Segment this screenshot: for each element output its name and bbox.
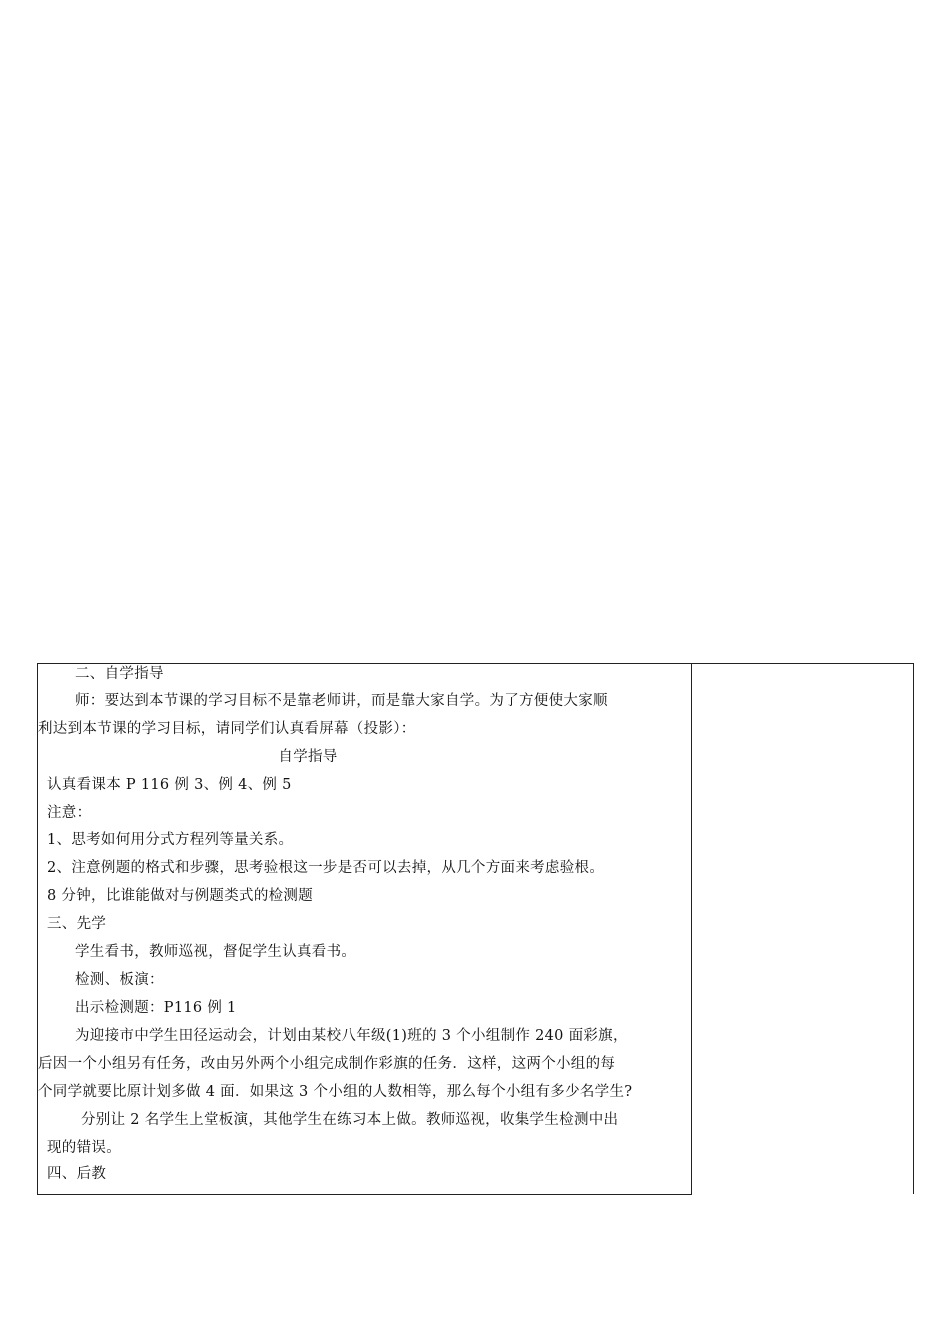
problem-text-line-2: 后因一个小组另有任务，改由另外两个小组完成制作彩旗的任务．这样，这两个小组的每 (38, 1056, 616, 1072)
attention-label: 注意： (47, 805, 92, 821)
notes-cell (692, 664, 914, 1194)
section-heading-post-teaching: 四、后教 (47, 1166, 107, 1182)
board-practice-line-1: 分别让 2 名学生上堂板演，其他学生在练习本上做。教师巡视，收集学生检测中出 (81, 1112, 619, 1128)
guide-title: 自学指导 (278, 749, 338, 765)
reading-assignment: 认真看课本 P 116 例 3、例 4、例 5 (47, 777, 292, 793)
problem-text-line-1: 为迎接市中学生田径运动会，计划由某校八年级(1)班的 3 个小组制作 240 面彩旗， (75, 1028, 628, 1044)
test-problem-label: 出示检测题：P116 例 1 (75, 1000, 237, 1016)
lesson-table (37, 663, 914, 1195)
section-heading-self-study-guide: 二、自学指导 (75, 666, 164, 682)
test-board-label: 检测、板演： (75, 972, 164, 988)
attention-point-2: 2、注意例题的格式和步骤，思考验根这一步是否可以去掉，从几个方面来考虑验根。 (47, 860, 605, 876)
lesson-content-cell (38, 664, 692, 1195)
teacher-intro-line-2: 利达到本节课的学习目标，请同学们认真看屏幕（投影）： (38, 721, 416, 737)
board-practice-line-2: 现的错误。 (47, 1140, 121, 1156)
student-reading-line: 学生看书，教师巡视，督促学生认真看书。 (75, 944, 357, 960)
section-heading-pre-study: 三、先学 (47, 916, 107, 932)
time-instruction: 8 分钟，比谁能做对与例题类式的检测题 (47, 888, 314, 904)
problem-text-line-3: 个同学就要比原计划多做 4 面．如果这 3 个小组的人数相等，那么每个小组有多少名学生? (38, 1084, 633, 1100)
teacher-intro-line-1: 师：要达到本节课的学习目标不是靠老师讲，而是靠大家自学。为了方便使大家顺 (75, 693, 608, 709)
attention-point-1: 1、思考如何用分式方程列等量关系。 (47, 832, 294, 848)
